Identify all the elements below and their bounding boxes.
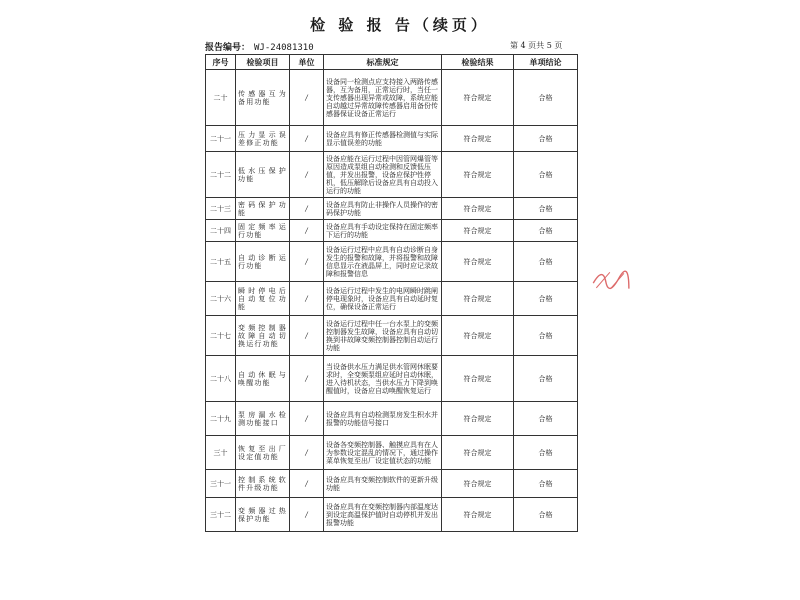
cell-unit: / bbox=[290, 242, 324, 282]
cell-seq: 二十三 bbox=[206, 198, 236, 220]
table-row bbox=[206, 220, 578, 242]
cell-item: 变频控制器故障自动切换运行功能 bbox=[236, 316, 290, 356]
stamp-mark-icon bbox=[590, 261, 635, 299]
cell-item: 压力显示误差修正功能 bbox=[236, 126, 290, 152]
report-number-label: 报告编号： bbox=[205, 43, 251, 53]
page-indicator: 第 4 页共 5 页 bbox=[510, 41, 563, 50]
cell-unit: / bbox=[290, 282, 324, 316]
cell-item: 控制系统软件升级功能 bbox=[236, 470, 290, 498]
header-item: 检验项目 bbox=[236, 55, 290, 70]
table-row bbox=[206, 498, 578, 532]
cell-standard: 设备各变频控制器、触摸应具有在人为参数设定混乱的情况下，通过操作菜单恢复至出厂设定值状态的功能 bbox=[324, 436, 442, 470]
cell-standard: 设备运行过程中任一台水泵上的变频控制器发生故障，设备应具有自动切换到非故障变频控制器控制自动运行功能 bbox=[324, 316, 442, 356]
inspection-table bbox=[205, 54, 578, 532]
table-row bbox=[206, 356, 578, 402]
table-body bbox=[206, 70, 578, 532]
cell-unit: / bbox=[290, 436, 324, 470]
cell-item: 泵房漏水检测功能接口 bbox=[236, 402, 290, 436]
cell-conclusion: 合格 bbox=[514, 282, 578, 316]
cell-seq: 三十二 bbox=[206, 498, 236, 532]
cell-unit: / bbox=[290, 498, 324, 532]
cell-seq: 二十一 bbox=[206, 126, 236, 152]
cell-result: 符合规定 bbox=[442, 242, 514, 282]
cell-item: 低水压保护功能 bbox=[236, 152, 290, 198]
cell-standard: 设备运行过程中应具有自动诊断自身发生的报警和故障，并将报警和故障信息显示在液晶屏上，同时应记录故障和报警信息 bbox=[324, 242, 442, 282]
cell-conclusion: 合格 bbox=[514, 152, 578, 198]
cell-standard: 设备应具有在变频控制器内部温度达到设定高温保护值时自动停机并发出报警功能 bbox=[324, 498, 442, 532]
table-header-row bbox=[206, 55, 578, 70]
cell-standard: 设备应具有变频控制软件的更新升级功能 bbox=[324, 470, 442, 498]
cell-unit: / bbox=[290, 198, 324, 220]
table-row bbox=[206, 316, 578, 356]
cell-standard: 设备应具有手动设定保持在固定频率下运行的功能 bbox=[324, 220, 442, 242]
cell-result: 符合规定 bbox=[442, 282, 514, 316]
table-row bbox=[206, 436, 578, 470]
report-number bbox=[205, 40, 314, 53]
table-row bbox=[206, 152, 578, 198]
header-standard: 标准规定 bbox=[324, 55, 442, 70]
report-title: 检 验 报 告（续页） bbox=[310, 16, 490, 34]
cell-item: 自动诊断运行功能 bbox=[236, 242, 290, 282]
cell-result: 符合规定 bbox=[442, 436, 514, 470]
cell-unit: / bbox=[290, 470, 324, 498]
cell-conclusion: 合格 bbox=[514, 70, 578, 126]
table-row bbox=[206, 126, 578, 152]
cell-seq: 二十 bbox=[206, 70, 236, 126]
cell-unit: / bbox=[290, 152, 324, 198]
cell-conclusion: 合格 bbox=[514, 402, 578, 436]
cell-standard: 设备应具有自动检测泵房发生积水并报警的功能信号接口 bbox=[324, 402, 442, 436]
cell-item: 传感器互为备用功能 bbox=[236, 70, 290, 126]
cell-standard: 设备运行过程中发生的电网瞬时跳闸停电现象时，设备应具有自动延时复位，确保设备正常运行 bbox=[324, 282, 442, 316]
cell-item: 瞬时停电后自动复位功能 bbox=[236, 282, 290, 316]
cell-conclusion: 合格 bbox=[514, 436, 578, 470]
cell-conclusion: 合格 bbox=[514, 356, 578, 402]
cell-result: 符合规定 bbox=[442, 356, 514, 402]
cell-conclusion: 合格 bbox=[514, 198, 578, 220]
seal-stamp bbox=[589, 261, 635, 302]
cell-result: 符合规定 bbox=[442, 316, 514, 356]
cell-conclusion: 合格 bbox=[514, 498, 578, 532]
cell-seq: 二十四 bbox=[206, 220, 236, 242]
cell-unit: / bbox=[290, 220, 324, 242]
cell-seq: 二十六 bbox=[206, 282, 236, 316]
table-row bbox=[206, 402, 578, 436]
header-result: 检验结果 bbox=[442, 55, 514, 70]
table-row bbox=[206, 242, 578, 282]
cell-seq: 三十一 bbox=[206, 470, 236, 498]
cell-standard: 当设备供水压力满足供水管网休眠要求时，全变频泵组应延时自动休眠，进入待机状态，当供水压力下降到唤醒值时，设备应自动唤醒恢复运行 bbox=[324, 356, 442, 402]
table-row bbox=[206, 470, 578, 498]
cell-result: 符合规定 bbox=[442, 126, 514, 152]
cell-item: 固定频率运行功能 bbox=[236, 220, 290, 242]
cell-seq: 二十五 bbox=[206, 242, 236, 282]
cell-result: 符合规定 bbox=[442, 402, 514, 436]
cell-item: 密码保护功能 bbox=[236, 198, 290, 220]
cell-item: 恢复至出厂设定值功能 bbox=[236, 436, 290, 470]
cell-seq: 二十九 bbox=[206, 402, 236, 436]
cell-standard: 设备应能在运行过程中因管网爆管等原因造成泵组自动检测和反馈低压值，并发出报警，设备应保护性停机，低压解除后设备应具有自动投入运行的功能 bbox=[324, 152, 442, 198]
cell-conclusion: 合格 bbox=[514, 126, 578, 152]
cell-result: 符合规定 bbox=[442, 198, 514, 220]
cell-unit: / bbox=[290, 356, 324, 402]
table-row bbox=[206, 198, 578, 220]
cell-unit: / bbox=[290, 402, 324, 436]
cell-unit: / bbox=[290, 70, 324, 126]
cell-standard: 设备同一检测点应支持接入两路传感器，互为备用，正常运行时，当任一支传感器出现异常或故障，系统应能自动越过异常故障传感器启用备份传感器保证设备正常运行 bbox=[324, 70, 442, 126]
cell-result: 符合规定 bbox=[442, 70, 514, 126]
cell-seq: 二十八 bbox=[206, 356, 236, 402]
cell-seq: 二十二 bbox=[206, 152, 236, 198]
report-number-value: WJ-24081310 bbox=[254, 43, 314, 53]
table-row bbox=[206, 282, 578, 316]
header-unit: 单位 bbox=[290, 55, 324, 70]
header-seq: 序号 bbox=[206, 55, 236, 70]
cell-seq: 三十 bbox=[206, 436, 236, 470]
cell-unit: / bbox=[290, 316, 324, 356]
cell-standard: 设备应具有修正传感器检测值与实际显示值误差的功能 bbox=[324, 126, 442, 152]
cell-result: 符合规定 bbox=[442, 470, 514, 498]
cell-seq: 二十七 bbox=[206, 316, 236, 356]
header-conclusion: 单项结论 bbox=[514, 55, 578, 70]
cell-conclusion: 合格 bbox=[514, 470, 578, 498]
cell-result: 符合规定 bbox=[442, 152, 514, 198]
cell-unit: / bbox=[290, 126, 324, 152]
cell-item: 变频器过热保护功能 bbox=[236, 498, 290, 532]
cell-conclusion: 合格 bbox=[514, 242, 578, 282]
cell-item: 自动休眠与唤醒功能 bbox=[236, 356, 290, 402]
cell-result: 符合规定 bbox=[442, 498, 514, 532]
table-row bbox=[206, 70, 578, 126]
cell-result: 符合规定 bbox=[442, 220, 514, 242]
cell-standard: 设备应具有防止非操作人员操作的密码保护功能 bbox=[324, 198, 442, 220]
cell-conclusion: 合格 bbox=[514, 220, 578, 242]
cell-conclusion: 合格 bbox=[514, 316, 578, 356]
